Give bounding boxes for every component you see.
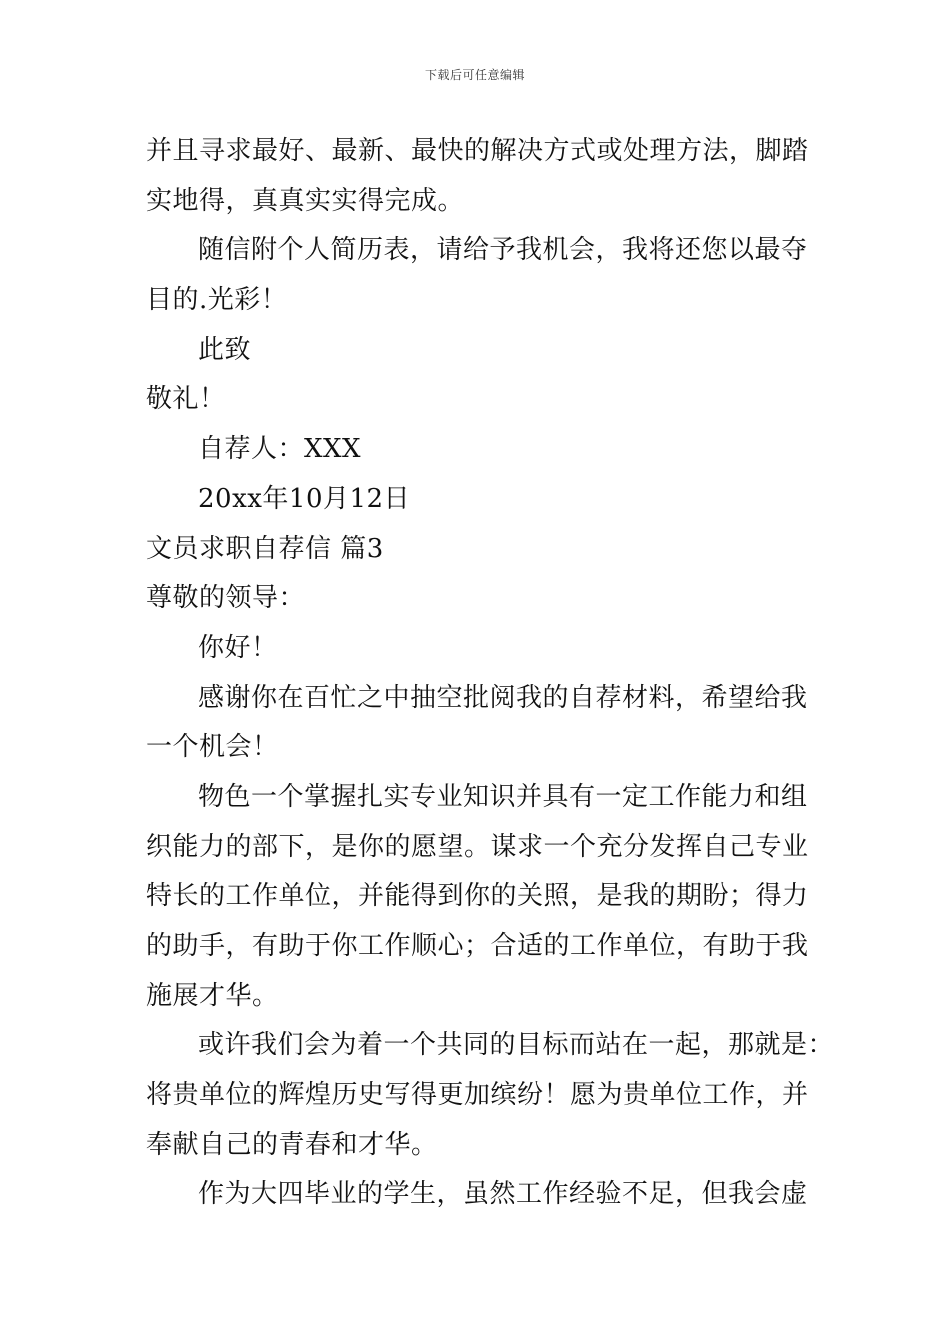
text-line: 并且寻求最好、最新、最快的解决方式或处理方法，脚踏 [146, 136, 809, 166]
text-line: 文员求职自荐信 篇3 [146, 533, 384, 564]
page-header-note: 下载后可任意编辑 [424, 68, 525, 82]
text-line: 织能力的部下，是你的愿望。谋求一个充分发挥自己专业 [146, 831, 809, 862]
text-line: 实地得，真真实实得完成。 [146, 185, 465, 216]
text-line: 自荐人：XXX [198, 434, 362, 465]
text-line: 一个机会！ [146, 732, 279, 763]
text-line: 尊敬的领导： [146, 583, 306, 614]
text-line: 或许我们会为着一个共同的目标而站在一起，那就是： [198, 1030, 835, 1061]
text-line: 目的.光彩！ [146, 285, 288, 316]
text-line: 你好！ [198, 632, 278, 663]
document-body [146, 127, 835, 1220]
text-line: 随信附个人简历表，请给予我机会，我将还您以最夺 [198, 235, 808, 266]
text-line: 20xx年10月12日 [198, 483, 411, 514]
text-line: 奉献自己的青春和才华。 [146, 1129, 438, 1160]
text-line: 敬礼！ [146, 384, 226, 415]
text-line: 特长的工作单位，并能得到你的关照，是我的期盼；得力 [146, 881, 809, 912]
text-line: 作为大四毕业的学生，虽然工作经验不足，但我会虚 [198, 1179, 808, 1210]
text-line: 感谢你在百忙之中抽空批阅我的自荐材料，希望给我 [198, 682, 808, 713]
text-line: 的助手，有助于你工作顺心；合适的工作单位，有助于我 [146, 931, 809, 961]
text-line: 此致 [198, 334, 252, 365]
text-line: 物色一个掌握扎实专业知识并具有一定工作能力和组 [198, 781, 808, 812]
text-line: 施展才华。 [146, 980, 279, 1011]
text-line: 将贵单位的辉煌历史写得更加缤纷！愿为贵单位工作，并 [146, 1080, 809, 1111]
